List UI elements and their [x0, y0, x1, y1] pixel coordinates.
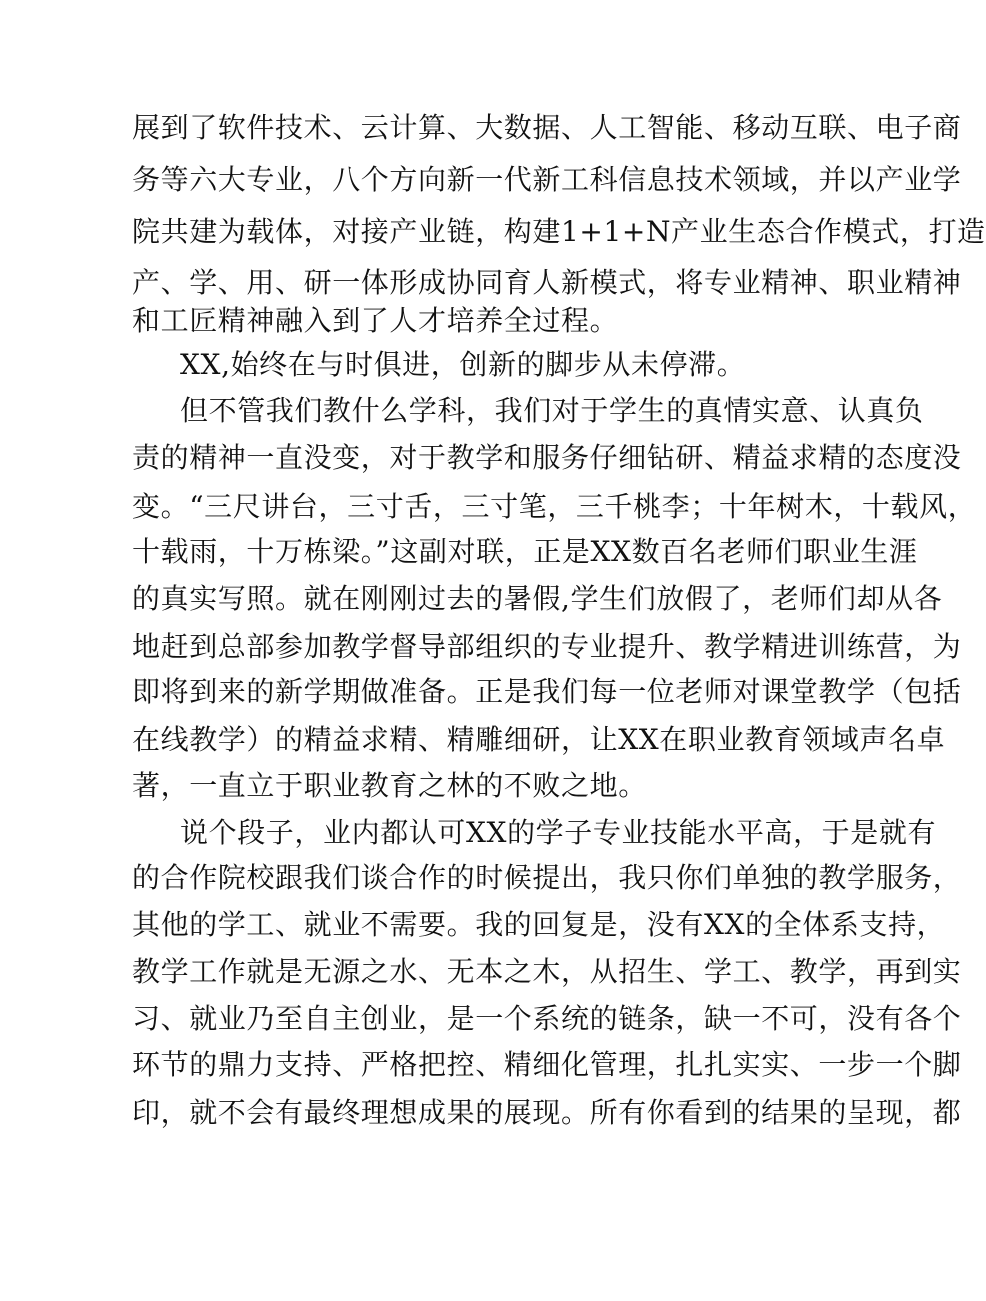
- paragraph-4-line-2: 的合作院校跟我们谈合作的时候提出，我只你们单独的教学服务，: [132, 861, 962, 894]
- paragraph-1-line-5: 和工匠精神融入到了人才培养全过程。: [132, 304, 619, 337]
- paragraph-1-line-3: 院共建为载体，对接产业链，构建1+1+N产业生态合作模式，打造: [132, 215, 986, 248]
- paragraph-1-line-2: 务等六大专业，八个方向新一代新工科信息技术领域，并以产业学: [132, 163, 962, 196]
- paragraph-4-line-3: 其他的学工、就业不需要。我的回复是，没有XX的全体系支持，: [132, 908, 946, 941]
- paragraph-4-line-5: 习、就业乃至自主创业，是一个系统的链条，缺一不可，没有各个: [132, 1002, 962, 1035]
- paragraph-3-line-7: 即将到来的新学期做准备。正是我们每一位老师对课堂教学（包括: [132, 675, 962, 708]
- paragraph-3-line-5: 的真实写照。就在刚刚过去的暑假,学生们放假了，老师们却从各: [132, 582, 943, 615]
- paragraph-4-line-4: 教学工作就是无源之水、无本之木，从招生、学工、教学，再到实: [132, 955, 962, 988]
- paragraph-1-line-1: 展到了软件技术、云计算、大数据、人工智能、移动互联、电子商: [132, 111, 962, 144]
- paragraph-3-line-6: 地赶到总部参加教学督导部组织的专业提升、教学精进训练营，为: [132, 630, 962, 663]
- paragraph-4-line-7: 印，就不会有最终理想成果的展现。所有你看到的结果的呈现，都: [132, 1096, 962, 1129]
- paragraph-4-line-1: 说个段子，业内都认可XX的学子专业技能水平高，于是就有: [180, 816, 937, 849]
- paragraph-4-line-6: 环节的鼎力支持、严格把控、精细化管理，扎扎实实、一步一个脚: [132, 1048, 962, 1081]
- paragraph-3-line-1: 但不管我们教什么学科，我们对于学生的真情实意、认真负: [180, 394, 924, 427]
- paragraph-3-line-4: 十载雨，十万栋梁。”这副对联，正是XX数百名老师们职业生涯: [132, 535, 918, 568]
- paragraph-2-line-1: XX,始终在与时俱进，创新的脚步从未停滞。: [180, 348, 746, 381]
- paragraph-3-line-8: 在线教学）的精益求精、精雕细研，让XX在职业教育领域声名卓: [132, 723, 946, 756]
- paragraph-3-line-3: 变。“三尺讲台，三寸舌，三寸笔，三千桃李；十年树木，十载风，: [132, 490, 977, 523]
- paragraph-3-line-9: 著，一直立于职业教育之林的不败之地。: [132, 769, 647, 802]
- paragraph-3-line-2: 责的精神一直没变，对于教学和服务仔细钻研、精益求精的态度没: [132, 441, 962, 474]
- paragraph-1-line-4: 产、学、用、研一体形成协同育人新模式，将专业精神、职业精神: [132, 266, 962, 299]
